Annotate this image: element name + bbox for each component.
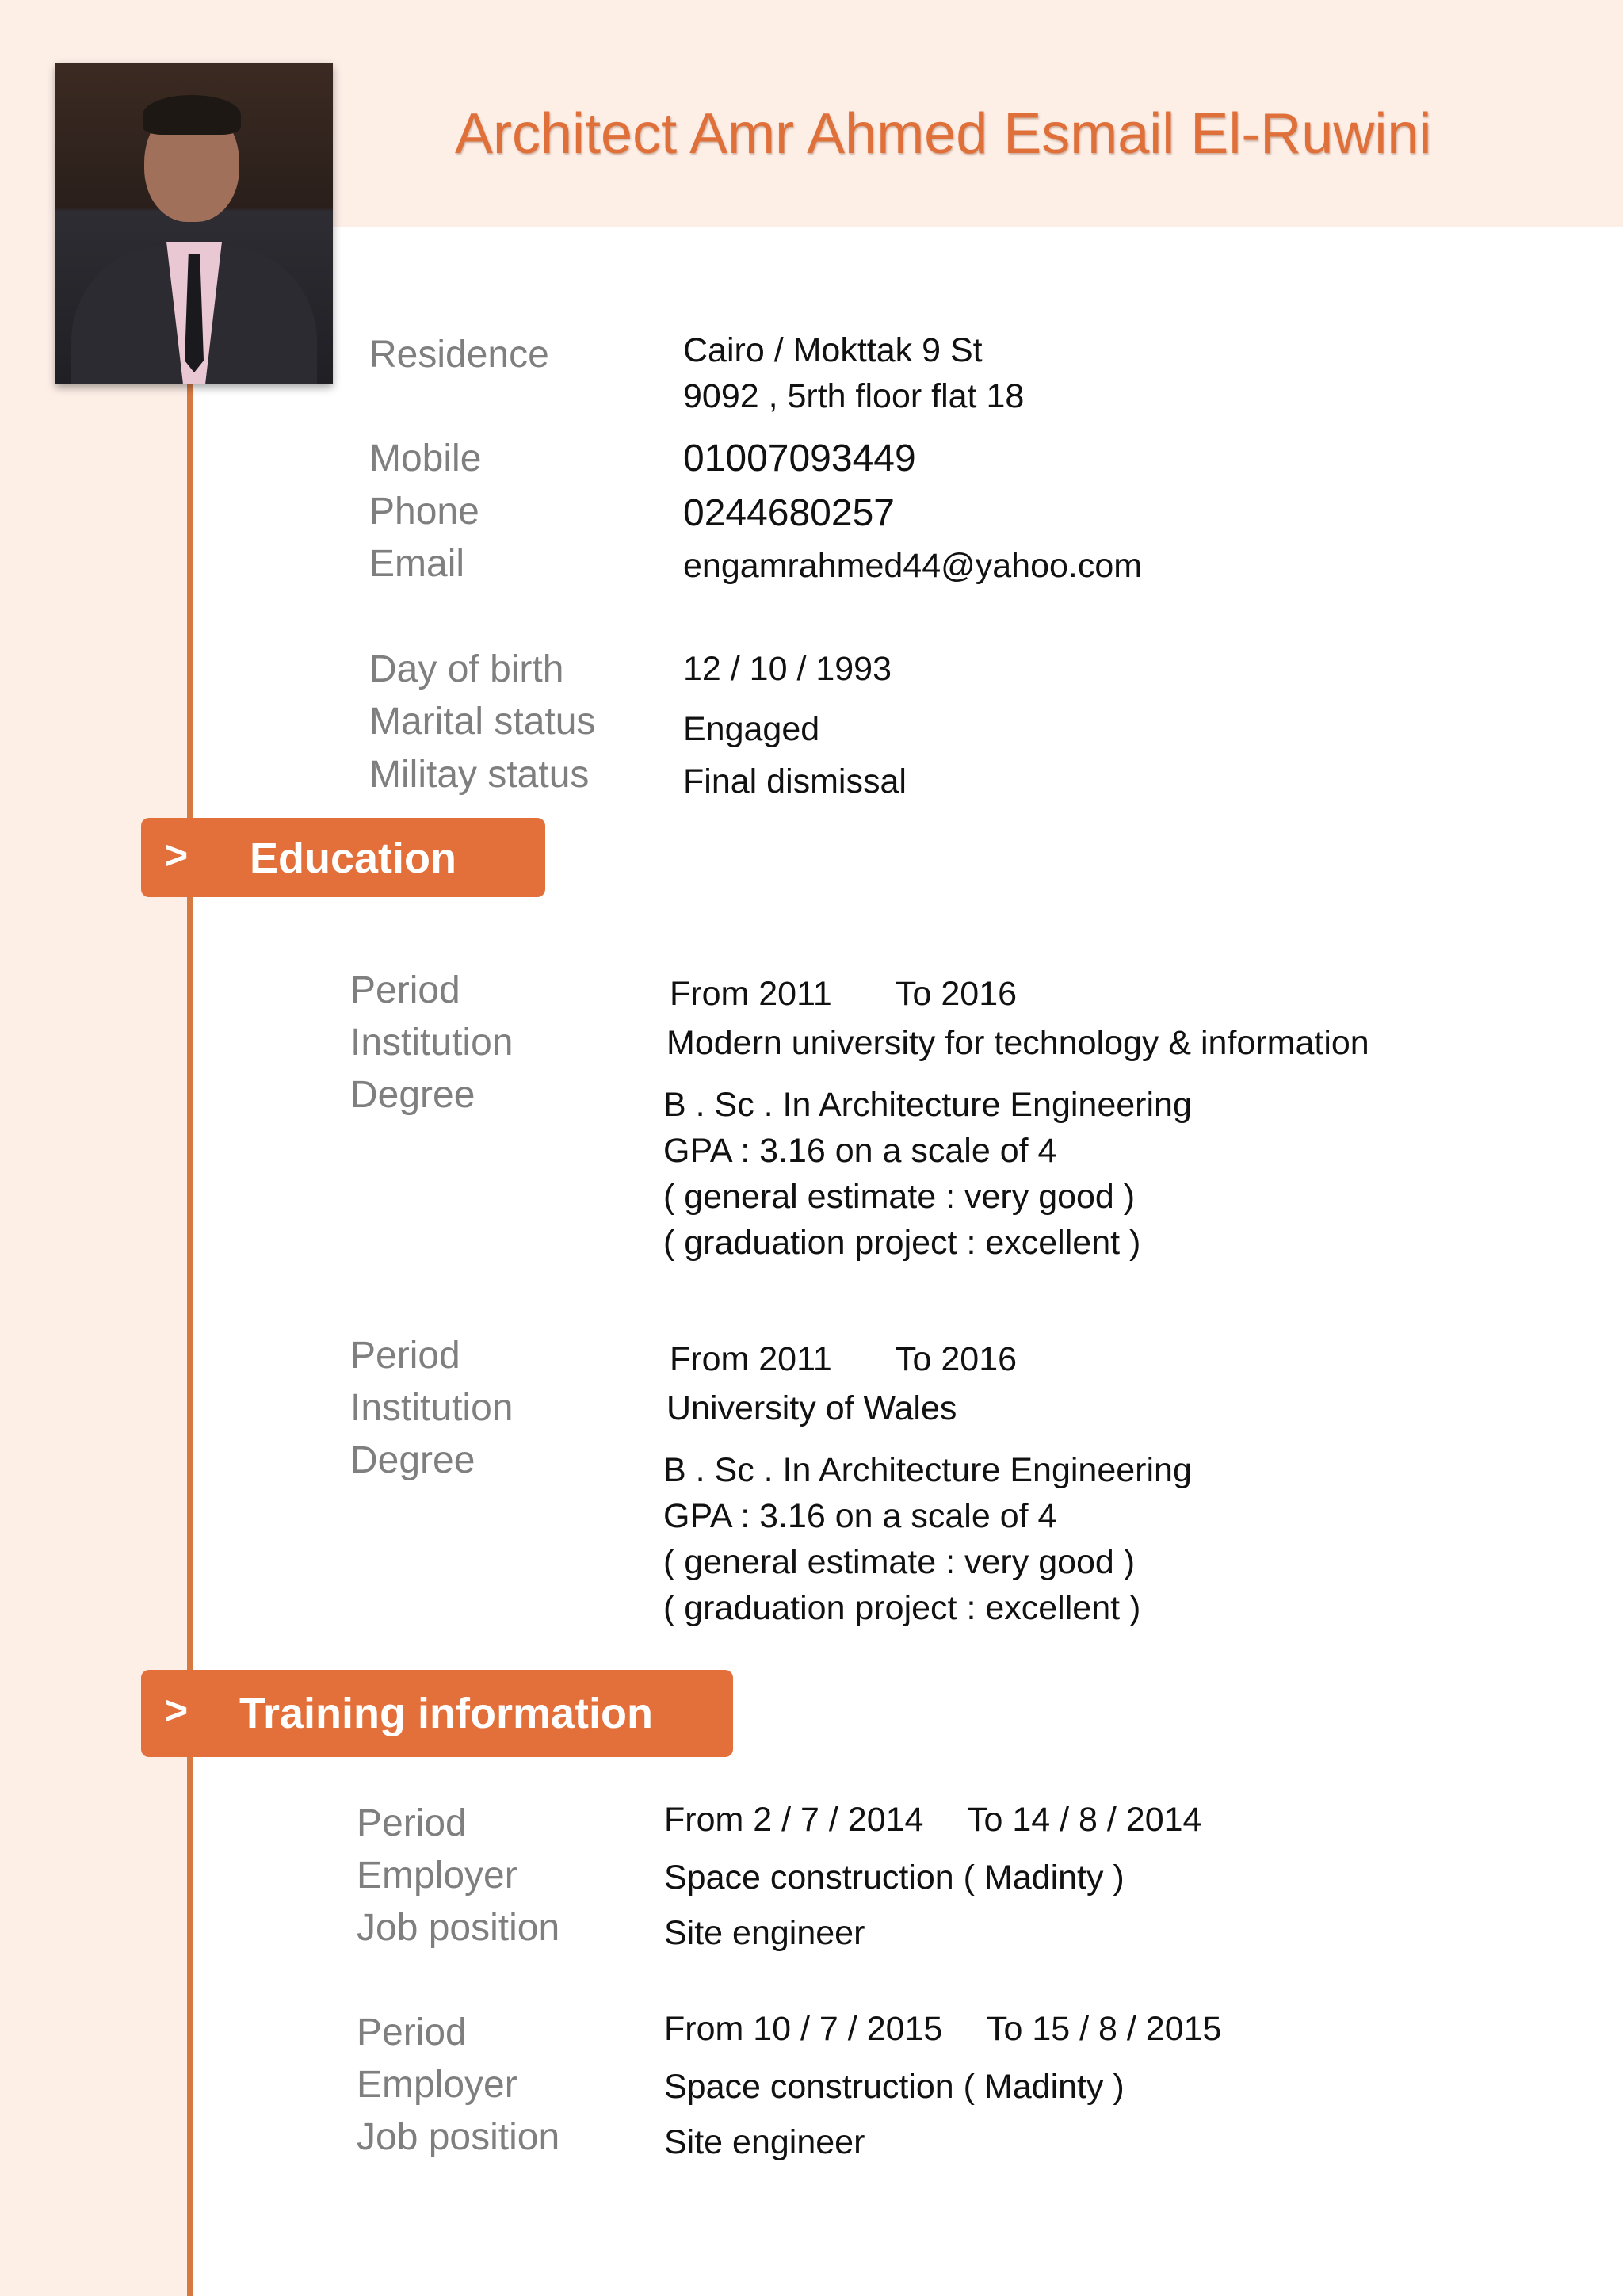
edu2-period-to: To 2016 bbox=[896, 1340, 1018, 1378]
page-title: Architect Amr Ahmed Esmail El-Ruwini bbox=[455, 102, 1432, 166]
edu1-period-from: From 2011 bbox=[670, 975, 832, 1013]
residence-line1: Cairo / Mokttak 9 St bbox=[683, 331, 983, 369]
train2-position: Site engineer bbox=[664, 2123, 865, 2161]
edu2-degree-line: ( general estimate : very good ) bbox=[663, 1543, 1136, 1581]
mobile-value: 01007093449 bbox=[683, 437, 916, 479]
train1-employer: Space construction ( Madinty ) bbox=[664, 1859, 1125, 1897]
edu1-degree-line: B . Sc . In Architecture Engineering bbox=[663, 1086, 1192, 1124]
edu2-degree-line: B . Sc . In Architecture Engineering bbox=[663, 1451, 1192, 1489]
edu2-period-from: From 2011 bbox=[670, 1340, 832, 1378]
residence-line2: 9092 , 5rth floor flat 18 bbox=[683, 377, 1025, 415]
phone-label: Phone bbox=[369, 491, 479, 533]
profile-photo bbox=[55, 63, 333, 384]
edu2-degree-label: Degree bbox=[350, 1439, 475, 1481]
edu2-institution: University of Wales bbox=[666, 1389, 957, 1427]
train2-employer-label: Employer bbox=[357, 2064, 517, 2106]
chevron-right-icon: > bbox=[165, 1688, 189, 1733]
train1-period-to: To 14 / 8 / 2014 bbox=[967, 1801, 1202, 1839]
residence-label: Residence bbox=[369, 334, 549, 376]
military-value: Final dismissal bbox=[683, 762, 907, 800]
edu2-period-label: Period bbox=[350, 1335, 460, 1377]
edu1-degree-line: GPA : 3.16 on a scale of 4 bbox=[663, 1132, 1057, 1170]
train2-employer: Space construction ( Madinty ) bbox=[664, 2068, 1125, 2106]
train1-position: Site engineer bbox=[664, 1914, 865, 1952]
mobile-label: Mobile bbox=[369, 437, 482, 479]
training-title: Training information bbox=[239, 1690, 653, 1737]
phone-value: 0244680257 bbox=[683, 492, 895, 534]
birth-label: Day of birth bbox=[369, 648, 564, 690]
train1-period-from: From 2 / 7 / 2014 bbox=[664, 1801, 924, 1839]
military-label: Militay status bbox=[369, 754, 590, 796]
edu1-degree-line: ( general estimate : very good ) bbox=[663, 1178, 1136, 1216]
edu1-institution: Modern university for technology & information bbox=[666, 1024, 1369, 1062]
education-title: Education bbox=[250, 835, 457, 882]
timeline-line bbox=[187, 372, 193, 2296]
edu1-period-label: Period bbox=[350, 969, 460, 1011]
edu1-degree-line: ( graduation project : excellent ) bbox=[663, 1224, 1141, 1262]
train2-period-to: To 15 / 8 / 2015 bbox=[987, 2010, 1222, 2048]
edu1-institution-label: Institution bbox=[350, 1022, 514, 1064]
chevron-right-icon: > bbox=[165, 833, 189, 877]
training-heading bbox=[141, 1670, 733, 1757]
train2-period-from: From 10 / 7 / 2015 bbox=[664, 2010, 943, 2048]
marital-value: Engaged bbox=[683, 710, 820, 748]
marital-label: Marital status bbox=[369, 701, 596, 743]
email-label: Email bbox=[369, 543, 465, 585]
edu1-period-to: To 2016 bbox=[896, 975, 1018, 1013]
birth-value: 12 / 10 / 1993 bbox=[683, 650, 892, 688]
train1-employer-label: Employer bbox=[357, 1855, 517, 1897]
education-heading bbox=[141, 818, 545, 897]
edu2-degree-line: ( graduation project : excellent ) bbox=[663, 1589, 1141, 1627]
train1-period-label: Period bbox=[357, 1802, 467, 1844]
train2-period-label: Period bbox=[357, 2011, 467, 2053]
train1-position-label: Job position bbox=[357, 1907, 560, 1949]
train2-position-label: Job position bbox=[357, 2116, 560, 2158]
email-value[interactable]: engamrahmed44@yahoo.com bbox=[683, 547, 1143, 585]
edu2-institution-label: Institution bbox=[350, 1387, 514, 1429]
edu2-degree-line: GPA : 3.16 on a scale of 4 bbox=[663, 1497, 1057, 1535]
edu1-degree-label: Degree bbox=[350, 1074, 475, 1116]
